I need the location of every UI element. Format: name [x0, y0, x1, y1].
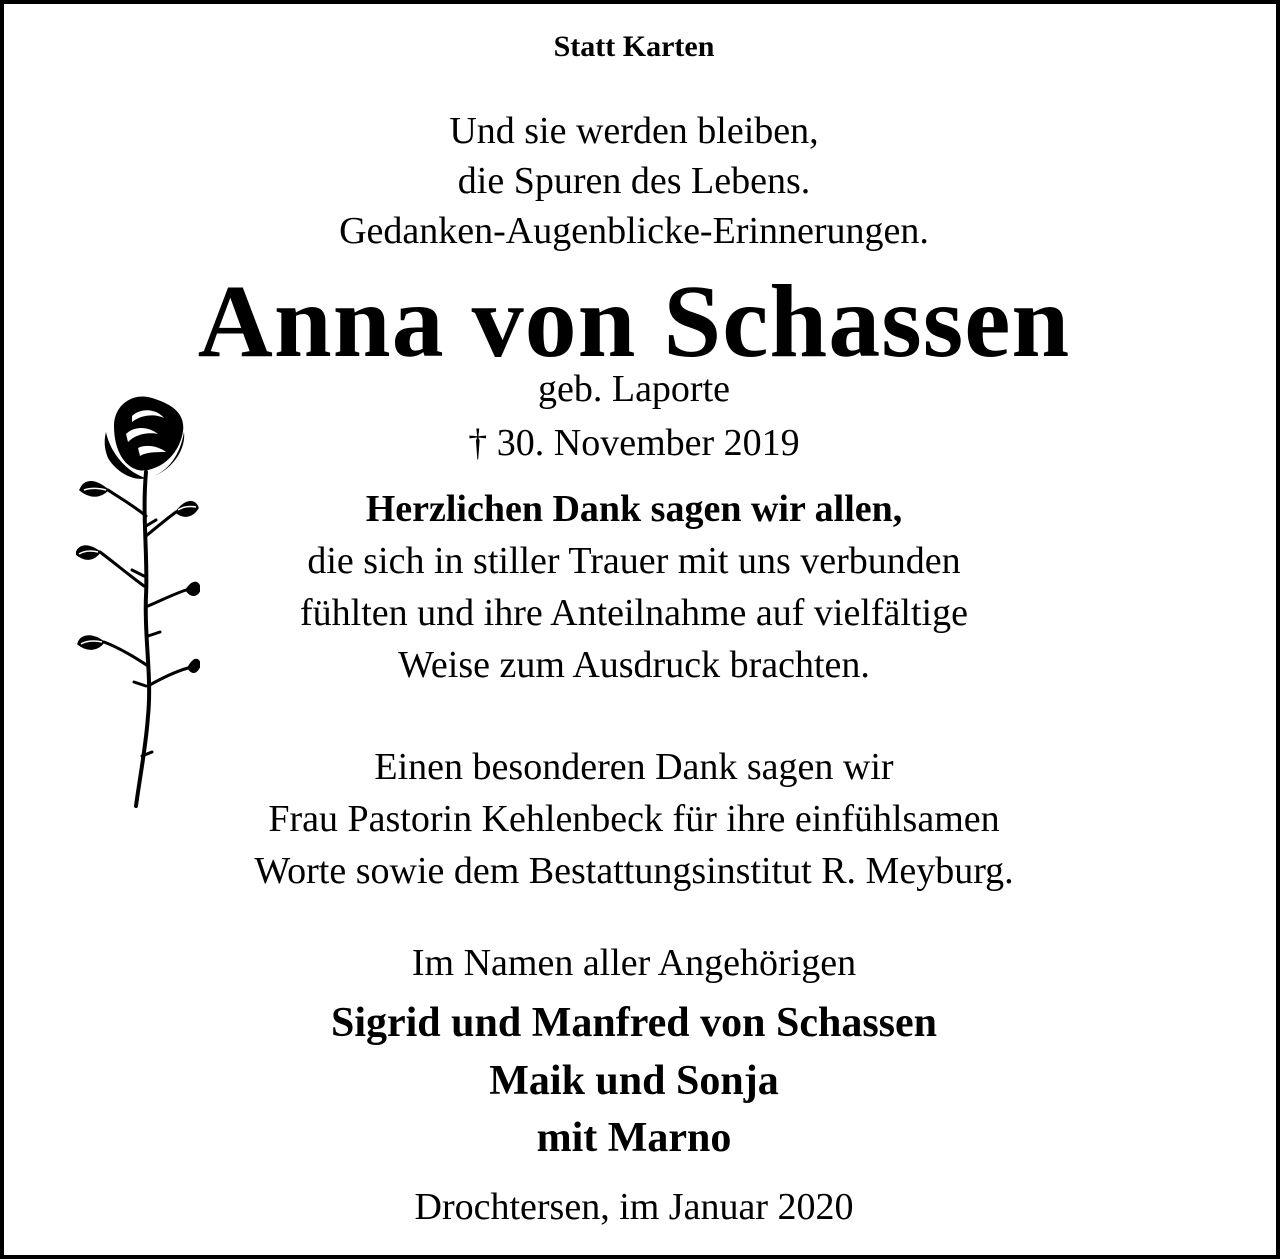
verse-line: Und sie werden bleiben, — [449, 110, 819, 152]
signature-name: mit Marno — [536, 1115, 732, 1161]
signature-name: Maik und Sonja — [489, 1058, 779, 1104]
place-date: Drochtersen, im Januar 2020 — [414, 1186, 854, 1228]
deceased-name: Anna von Schassen — [197, 264, 1071, 379]
thanks-heading: Herzlichen Dank sagen wir allen, — [365, 488, 903, 530]
special-thanks-line: Worte sowie dem Bestattungsinstitut R. Meyburg. — [254, 850, 1014, 892]
signature-name: Sigrid und Manfred von Schassen — [330, 1000, 938, 1046]
special-thanks-line: Frau Pastorin Kehlenbeck für ihre einfühlsamen — [268, 798, 1000, 840]
signature-intro: Im Namen aller Angehörigen — [411, 942, 857, 984]
thanks-line: fühlten und ihre Anteilnahme auf vielfältige — [300, 592, 968, 634]
rose-icon — [76, 386, 200, 816]
thanks-line: die sich in stiller Trauer mit uns verbunden — [307, 540, 961, 582]
header-label: Statt Karten — [553, 30, 715, 63]
thanks-line: Weise zum Ausdruck brachten. — [398, 644, 870, 686]
death-date: † 30. November 2019 — [468, 422, 800, 464]
special-thanks-line: Einen besonderen Dank sagen wir — [374, 746, 894, 788]
verse-line: Gedanken-Augenblicke-Erinnerungen. — [339, 210, 929, 252]
maiden-name: geb. Laporte — [537, 368, 731, 410]
verse-line: die Spuren des Lebens. — [457, 160, 811, 202]
